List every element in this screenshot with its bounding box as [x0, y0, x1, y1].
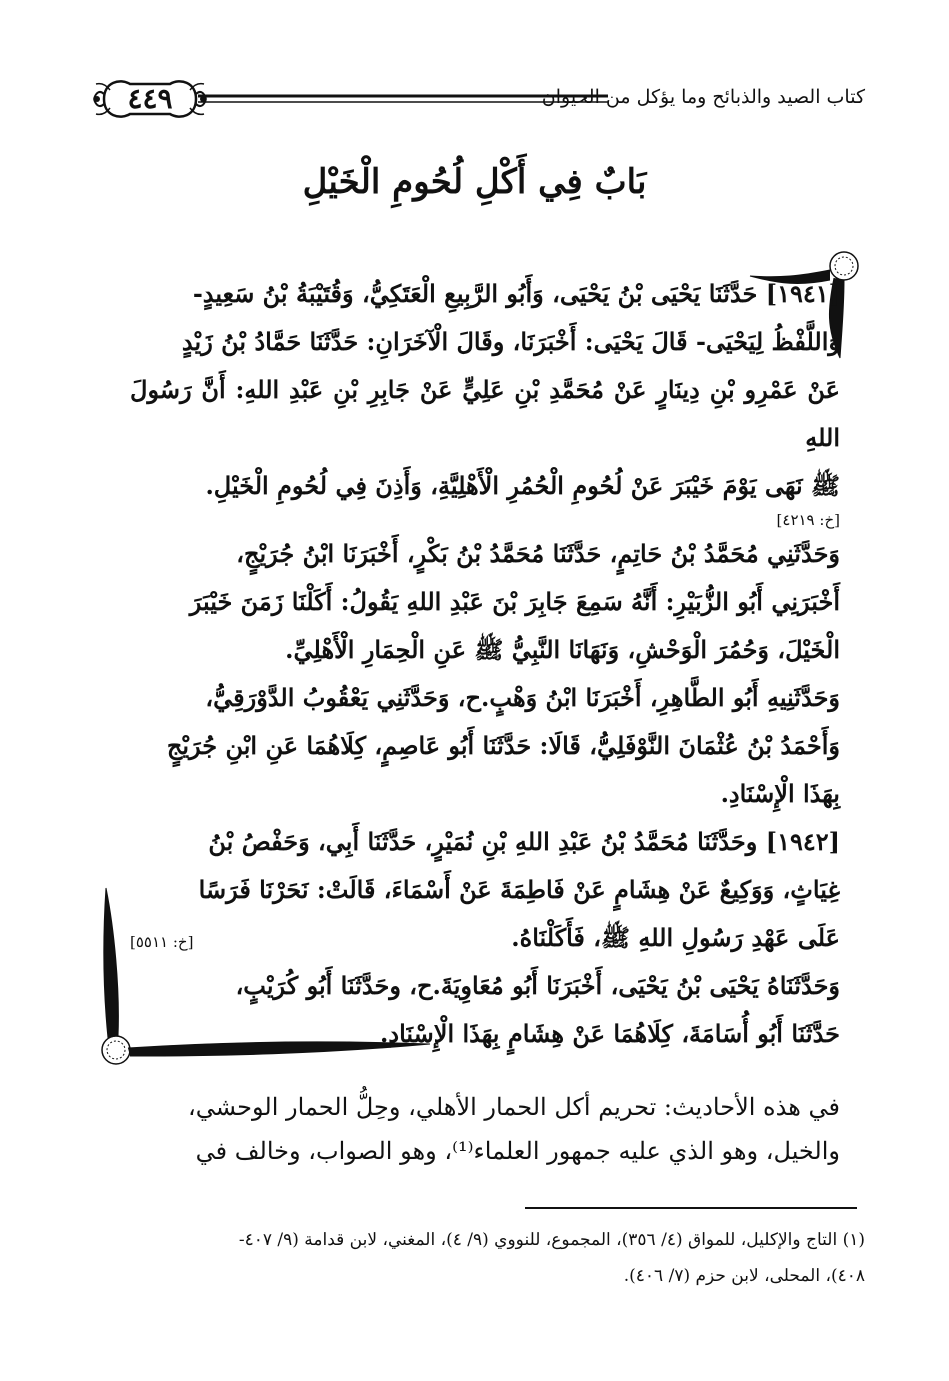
footnote-line: ٤٠٨)، المحلى، لابن حزم (٧/ ٤٠٦). — [623, 1266, 865, 1286]
hadith-line: [١٩٤١] حَدَّثَنَا يَحْيَى بْنُ يَحْيَى، وَأَبُو الرَّبِيعِ الْعَتَكِيُّ، وَقُتَيْبَةُ بْنُ سَعِيدٍ- — [192, 279, 840, 308]
hadith-line: أَخْبَرَنِي أَبُو الزُّبَيْرِ: أَنَّهُ سَمِعَ جَابِرَ بْنَ عَبْدِ اللهِ يَقُولُ: أَكَلْنَا زَمَنَ خَيْبَرَ — [189, 587, 840, 616]
footnotes — [95, 1222, 865, 1294]
hadith-line: بِهَذَا الْإِسْنَادِ. — [720, 779, 840, 808]
hadith-line: وَأَحْمَدُ بْنُ عُثْمَانَ النَّوْفَلِيُّ، قَالَا: حَدَّثَنَا أَبُو عَاصِمٍ، كِلَاهُمَا عَنِ ابْنِ جُرَيْجٍ — [166, 731, 840, 760]
page-number: ٤٤٩ — [127, 82, 173, 115]
hadith-line: الْخَيْلَ، وَحُمُرَ الْوَحْشِ، وَنَهَانَا النَّبِيُّ ﷺ عَنِ الْحِمَارِ الْأَهْلِيِّ. — [285, 635, 840, 664]
commentary-line: والخيل، وهو الذي عليه جمهور العلماء⁽¹⁾، وهو الصواب، وخالف في — [195, 1137, 840, 1165]
hadith-line-with-reference — [130, 914, 840, 962]
hadith-line: وَحَدَّثَنِي مُحَمَّدُ بْنُ حَاتِمٍ، حَدَّثَنَا مُحَمَّدُ بْنُ بَكْرٍ، أَخْبَرَنَا ابْنُ جُرَيْجٍ، — [236, 539, 840, 568]
commentary-line: في هذه الأحاديث: تحريم أكل الحمار الأهلي، وحِلُّ الحمار الوحشي، — [187, 1093, 840, 1121]
bukhari-reference: [خ: ٥٥١١] — [130, 933, 194, 951]
hadith-line: ﷺ نَهَى يَوْمَ خَيْبَرَ عَنْ لُحُومِ الْحُمُرِ الْأَهْلِيَّةِ، وَأَذِنَ فِي لُحُومِ الْخَيْلِ. — [205, 471, 840, 500]
page-number-ornament — [90, 72, 210, 126]
hadith-text-block — [130, 270, 840, 1058]
hadith-line: وَاللَّفْظُ لِيَحْيَى- قَالَ يَحْيَى: أَخْبَرَنَا، وقَالَ الْآخَرَانِ: حَدَّثَنَا حَمَّادُ بْنُ زَيْدٍ — [181, 327, 840, 356]
commentary-text — [125, 1085, 840, 1173]
hadith-line: عَنْ عَمْرِو بْنِ دِينَارٍ عَنْ مُحَمَّدِ بْنِ عَلِيٍّ عَنْ جَابِرِ بْنِ عَبْدِ اللهِ: أَنَّ رَسُولَ اللهِ — [130, 375, 840, 452]
hadith-line: وَحَدَّثَنِيهِ أَبُو الطَّاهِرِ، أَخْبَرَنَا ابْنُ وَهْبٍ.ح، وَحَدَّثَنِي يَعْقُوبُ الدَّوْرَقِيُّ، — [205, 683, 840, 712]
page-header — [90, 72, 865, 132]
running-header-title: كتاب الصيد والذبائح وما يؤكل من الحيوان — [541, 86, 865, 108]
footnote-separator — [525, 1207, 857, 1209]
hadith-line: وَحَدَّثَنَاهُ يَحْيَى بْنُ يَحْيَى، أَخْبَرَنَا أَبُو مُعَاوِيَةَ.ح، وحَدَّثَنَا أَبُو كُرَيْبٍ، — [235, 971, 840, 1000]
corner-circle-icon — [102, 1036, 130, 1064]
hadith-line: حَدَّثَنَا أَبُو أُسَامَةَ، كِلَاهُمَا عَنْ هِشَامٍ بِهَذَا الْإِسْنَادِ. — [380, 1019, 840, 1048]
hadith-line: غِيَاثٍ، وَوَكِيعٌ عَنْ هِشَامٍ عَنْ فَاطِمَةَ عَنْ أَسْمَاءَ، قَالَتْ: نَحَرْنَا فَرَسًا — [198, 875, 840, 904]
hadith-line-text: عَلَى عَهْدِ رَسُولِ اللهِ ﷺ، فَأَكَلْنَاهُ. — [511, 923, 840, 952]
footnote-line: (١) التاج والإكليل، للمواق (٤/ ٣٥٦)، المجموع، للنووي (٩/ ٤)، المغني، لابن قدامة (٩/ ٤٠٧- — [238, 1230, 865, 1250]
hadith-line: [١٩٤٢] وحَدَّثَنَا مُحَمَّدُ بْنُ عَبْدِ اللهِ بْنِ نُمَيْرٍ، حَدَّثَنَا أَبِي، وَحَفْصُ بْنُ — [208, 827, 840, 856]
chapter-title: بَابٌ فِي أَكْلِ لُحُومِ الْخَيْلِ — [302, 162, 647, 202]
bukhari-reference: [خ: ٤٢١٩] — [776, 511, 840, 529]
